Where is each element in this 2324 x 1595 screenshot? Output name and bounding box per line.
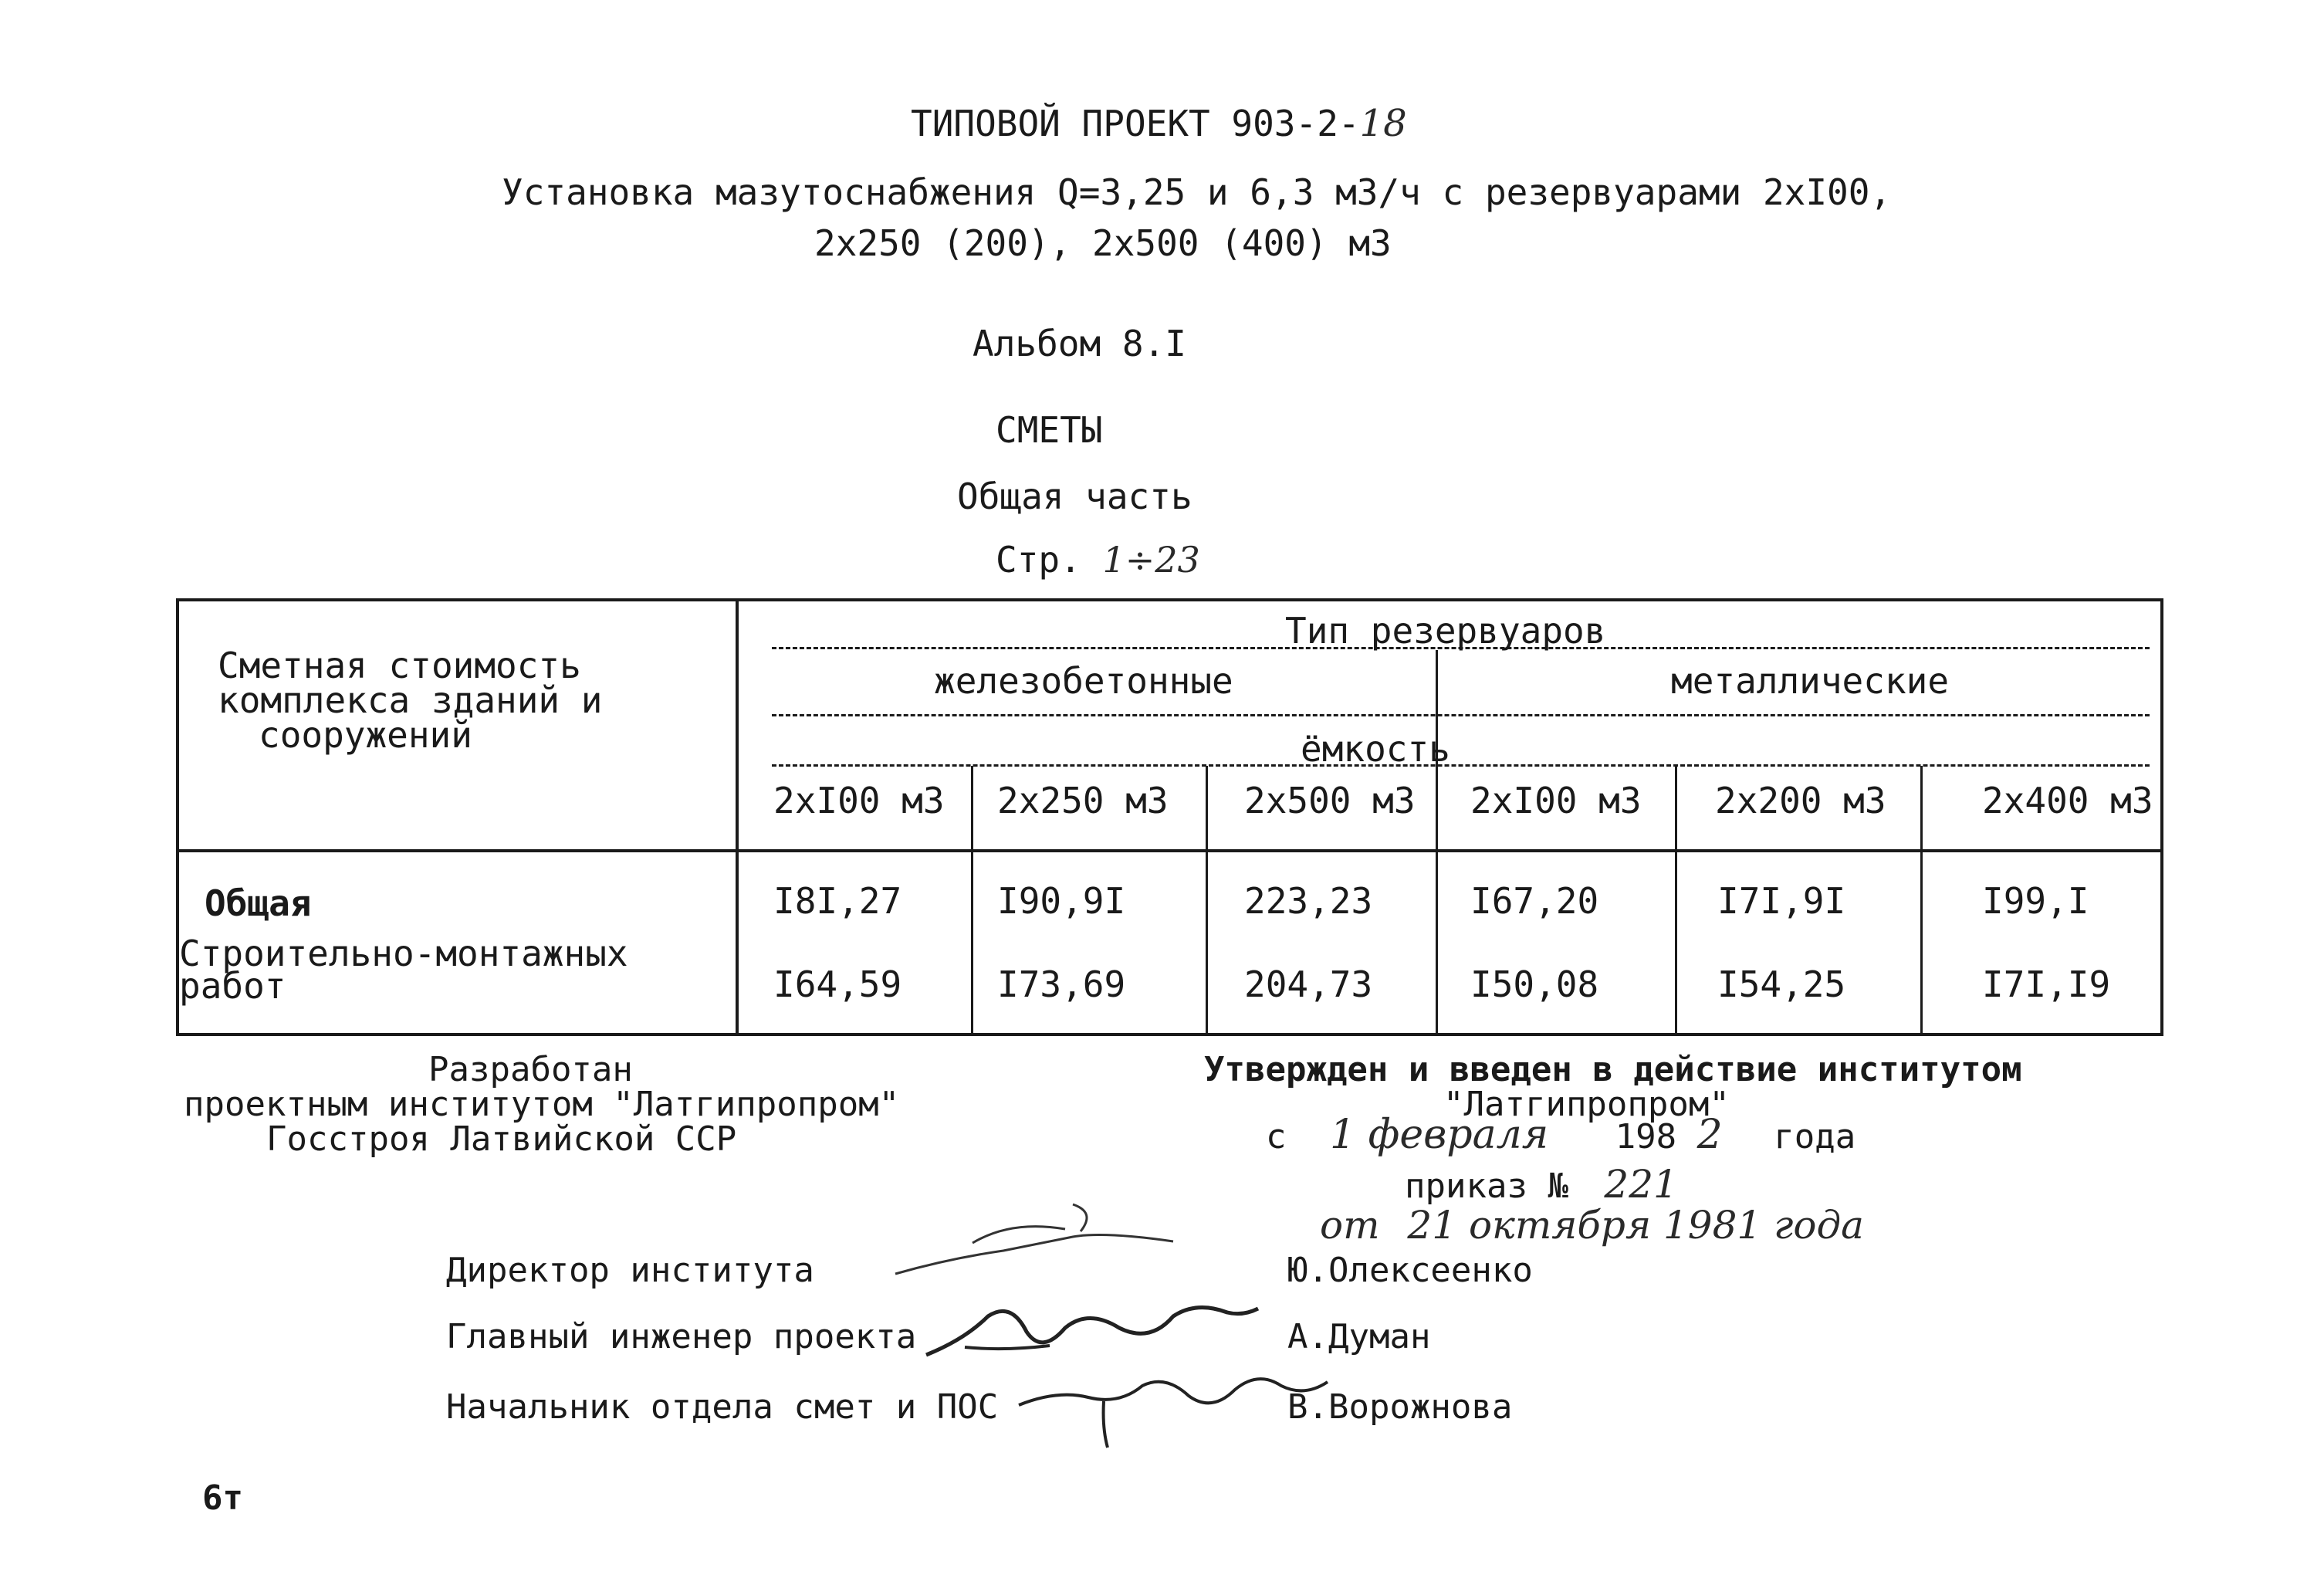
table-cell: I8I,27	[773, 880, 902, 922]
column-header: 2хI00 м3	[773, 780, 945, 821]
order-label: приказ №	[1405, 1167, 1568, 1206]
column-header: 2х250 м3	[997, 780, 1169, 821]
column-header: 2х500 м3	[1244, 780, 1416, 821]
signatory-position-cost-department: Начальник отдела смет и ПОС	[446, 1387, 999, 1427]
album-label: Альбом 8.I	[973, 323, 1186, 364]
pages-value: 1÷23	[1102, 539, 1200, 581]
signature-chief-engineer	[918, 1285, 1266, 1370]
group-title: Тип резервуаров	[1285, 610, 1606, 652]
table-cell: I54,25	[1717, 963, 1846, 1005]
table-col-divider-5	[1920, 766, 1923, 1036]
pages-prefix: Стр.	[996, 539, 1081, 581]
footer-mark: 6т	[202, 1478, 243, 1518]
order-date-prefix: от	[1320, 1203, 1380, 1248]
order-number: 221	[1604, 1162, 1678, 1207]
subgroup-reinforced-concrete: железобетонные	[934, 660, 1233, 702]
approval-from-prefix: с	[1266, 1117, 1287, 1156]
row-label-total: Общая	[205, 882, 312, 924]
capacity-label: ёмкость	[1301, 728, 1450, 770]
order-date: 21 октября 1981 года	[1407, 1203, 1864, 1248]
approval-year-suffix: 2	[1696, 1112, 1723, 1158]
row-header-line-1: Сметная стоимость	[218, 645, 581, 686]
order-date-line	[1320, 1203, 1864, 1248]
table-cell: I7I,9I	[1717, 880, 1846, 922]
subgroup-metal: металлические	[1671, 660, 1950, 702]
column-header: 2х200 м3	[1715, 780, 1886, 821]
project-title-prefix: ТИПОВОЙ ПРОЕКТ 903-2-	[911, 103, 1360, 144]
approval-date-line	[1266, 1112, 1855, 1158]
table-cell: I7I,I9	[1982, 963, 2111, 1005]
approval-year-prefix: 198	[1615, 1117, 1677, 1156]
signatory-name-chief-engineer: А.Думан	[1287, 1317, 1431, 1356]
project-title	[911, 102, 1407, 145]
table-cell: I90,9I	[997, 880, 1126, 922]
table-cell: 204,73	[1244, 963, 1373, 1005]
developer-line-3: Госстроя Латвийской ССР	[266, 1119, 737, 1159]
table-stub-separator	[736, 598, 739, 1036]
table-border-right	[2160, 598, 2163, 1036]
project-number: 18	[1359, 102, 1407, 145]
table-cell: I50,08	[1470, 963, 1599, 1005]
row-label-construction-line-1: Строительно-монтажных	[179, 933, 628, 974]
developer-line-1: Разработан	[428, 1050, 633, 1089]
table-cell: I64,59	[773, 963, 902, 1005]
project-subtitle-line1: Установка мазутоснабжения Q=3,25 и 6,3 м3/ч с резервуарами 2хI00,	[502, 171, 1892, 213]
part-label: Общая часть	[957, 476, 1192, 517]
row-header-line-3: сооружений	[259, 714, 472, 756]
developer-line-2: проектным институтом "Латгипропром"	[184, 1085, 900, 1124]
column-header: 2хI00 м3	[1470, 780, 1642, 821]
approval-line-1: Утвержден и введен в действие институтом	[1204, 1050, 2022, 1089]
table-capacity-line	[772, 764, 2150, 767]
signatory-name-cost-department: В.Ворожнова	[1287, 1387, 1513, 1427]
column-header: 2х400 м3	[1982, 780, 2153, 821]
row-header-line-2: комплекса зданий и	[218, 679, 603, 721]
approval-year-word: года	[1774, 1117, 1856, 1156]
table-cell: I73,69	[997, 963, 1126, 1005]
approval-from-date: 1 февраля	[1330, 1112, 1549, 1158]
order-line	[1405, 1162, 1678, 1207]
table-subgroup-line	[772, 714, 2150, 716]
table-cell: 223,23	[1244, 880, 1373, 922]
table-cell: I99,I	[1982, 880, 2089, 922]
table-border-bottom	[176, 1033, 2163, 1036]
approval-line-2: "Латгипропром"	[1443, 1085, 1730, 1124]
table-col-divider-1	[971, 766, 973, 1036]
table-cell: I67,20	[1470, 880, 1599, 922]
project-subtitle-line2: 2х250 (200), 2х500 (400) м3	[814, 222, 1392, 264]
signatory-position-director: Директор института	[446, 1251, 814, 1290]
pages-label	[996, 539, 1200, 581]
row-label-construction-line-2: работ	[179, 965, 286, 1007]
signature-director	[888, 1189, 1181, 1282]
table-header-body-line	[176, 849, 2163, 852]
signatory-name-director: Ю.Олексеенко	[1287, 1251, 1533, 1290]
section-label: СМЕТЫ	[996, 409, 1103, 451]
table-col-divider-4	[1675, 766, 1677, 1036]
table-border-top	[176, 598, 2163, 601]
signatory-position-chief-engineer: Главный инженер проекта	[446, 1317, 917, 1356]
table-col-divider-2	[1206, 766, 1208, 1036]
table-subgroup-divider	[1436, 650, 1438, 1036]
signature-cost-department	[1011, 1359, 1335, 1451]
